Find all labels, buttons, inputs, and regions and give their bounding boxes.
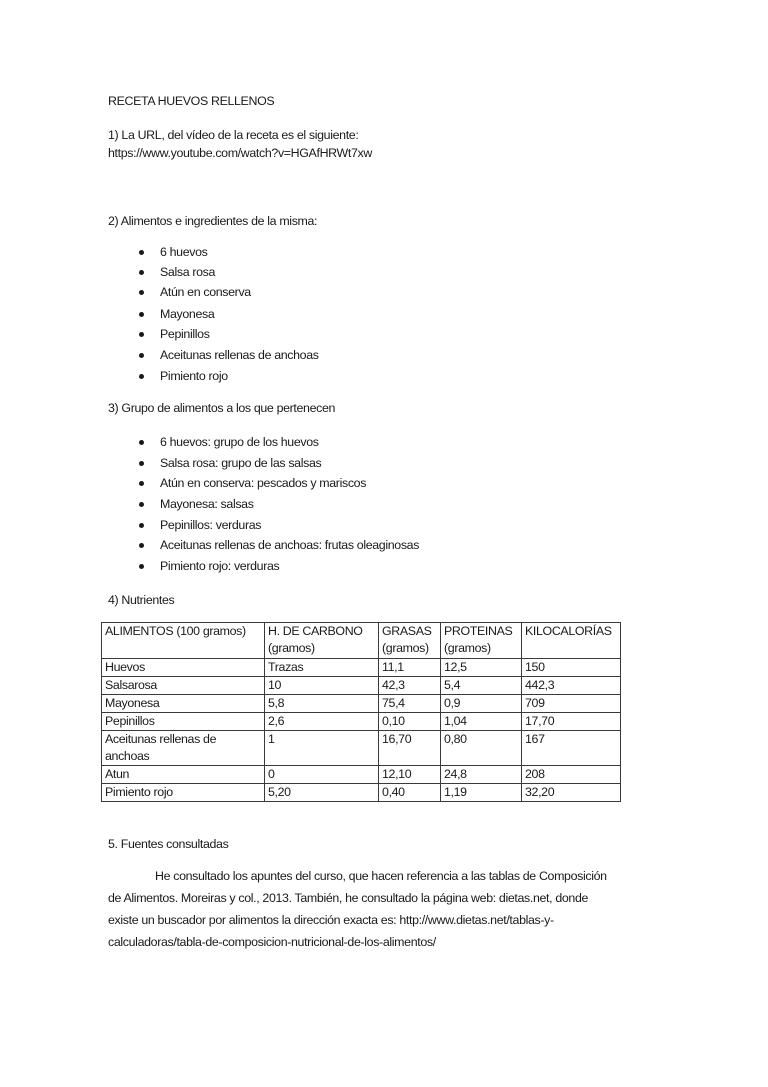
list-item: Pepinillos — [0, 326, 600, 346]
section3-heading: 3) Grupo de alimentos a los que pertenecen — [108, 401, 336, 415]
cell-proteinas: 5,4 — [441, 677, 522, 695]
list-item: Pimiento rojo: verduras — [0, 558, 600, 578]
cell-grasas: 11,1 — [379, 659, 441, 677]
cell-kilocalorias: 709 — [522, 695, 621, 713]
list-item: Aceitunas rellenas de anchoas: frutas oleaginosas — [0, 537, 600, 557]
table-row — [102, 731, 621, 766]
table-row — [102, 659, 621, 677]
document-title: RECETA HUEVOS RELLENOS — [108, 94, 275, 108]
section1-heading: 1) La URL, del vídeo de la receta es el siguiente: — [108, 128, 359, 142]
cell-proteinas: 0,9 — [441, 695, 522, 713]
cell-carbono: 2,6 — [265, 713, 379, 731]
cell-carbono: 10 — [265, 677, 379, 695]
bullet-icon — [139, 290, 144, 295]
cell-grasas: 12,10 — [379, 766, 441, 784]
sources-paragraph-line-3: existe un buscador por alimentos la dirección exacta es: http://www.dietas.net/tablas-y- — [108, 913, 554, 927]
cell-food: Pepinillos — [102, 713, 265, 731]
bullet-icon — [139, 543, 144, 548]
cell-kilocalorias: 442,3 — [522, 677, 621, 695]
cell-kilocalorias: 17,70 — [522, 713, 621, 731]
cell-food: Huevos — [102, 659, 265, 677]
sources-paragraph-line-4: calculadoras/tabla-de-composicion-nutricional-de-los-alimentos/ — [108, 935, 436, 949]
cell-kilocalorias: 150 — [522, 659, 621, 677]
cell-kilocalorias: 208 — [522, 766, 621, 784]
column-header-proteinas: PROTEINAS (gramos) — [441, 623, 522, 659]
sources-paragraph-line-2: de Alimentos. Moreiras y col., 2013. También, he consultado la página web: dietas.net, donde — [108, 891, 589, 905]
table-header-row — [102, 623, 621, 659]
bullet-icon — [139, 461, 144, 466]
column-header-kilocalorias: KILOCALORÍAS — [522, 623, 621, 659]
section2-heading: 2) Alimentos e ingredientes de la misma: — [108, 214, 318, 228]
cell-food: Pimiento rojo — [102, 784, 265, 802]
bullet-icon — [139, 374, 144, 379]
section4-heading: 4) Nutrientes — [108, 593, 175, 607]
cell-carbono: 5,8 — [265, 695, 379, 713]
list-item: Pimiento rojo — [0, 368, 600, 388]
section5-heading: 5. Fuentes consultadas — [108, 837, 229, 851]
column-header-grasas: GRASAS (gramos) — [379, 623, 441, 659]
nutrients-table — [101, 622, 621, 802]
cell-grasas: 75,4 — [379, 695, 441, 713]
bullet-icon — [139, 564, 144, 569]
list-item: Atún en conserva: pescados y mariscos — [0, 475, 600, 495]
list-item: Mayonesa: salsas — [0, 496, 600, 516]
cell-grasas: 0,40 — [379, 784, 441, 802]
list-item: Atún en conserva — [0, 284, 600, 304]
recipe-video-url[interactable]: https://www.youtube.com/watch?v=HGAfHRWt7xw — [108, 146, 372, 160]
bullet-icon — [139, 502, 144, 507]
cell-kilocalorias: 167 — [522, 731, 621, 766]
bullet-icon — [139, 440, 144, 445]
list-item: 6 huevos — [0, 244, 600, 264]
list-item: Mayonesa — [0, 306, 600, 326]
list-item: 6 huevos: grupo de los huevos — [0, 434, 600, 454]
list-item: Salsa rosa — [0, 264, 600, 284]
column-header-carbono: H. DE CARBONO (gramos) — [265, 623, 379, 659]
list-item: Salsa rosa: grupo de las salsas — [0, 455, 600, 475]
cell-proteinas: 12,5 — [441, 659, 522, 677]
cell-carbono: 1 — [265, 731, 379, 766]
cell-proteinas: 1,04 — [441, 713, 522, 731]
cell-carbono: Trazas — [265, 659, 379, 677]
cell-food: Salsarosa — [102, 677, 265, 695]
bullet-icon — [139, 312, 144, 317]
bullet-icon — [139, 250, 144, 255]
table-row — [102, 713, 621, 731]
table-row — [102, 766, 621, 784]
cell-proteinas: 0,80 — [441, 731, 522, 766]
bullet-icon — [139, 270, 144, 275]
table-row — [102, 695, 621, 713]
cell-grasas: 0,10 — [379, 713, 441, 731]
bullet-icon — [139, 481, 144, 486]
column-header-alimentos: ALIMENTOS (100 gramos) — [102, 623, 265, 659]
cell-kilocalorias: 32,20 — [522, 784, 621, 802]
cell-carbono: 0 — [265, 766, 379, 784]
sources-paragraph-line-1: He consultado los apuntes del curso, que hacen referencia a las tablas de Composición — [155, 869, 607, 883]
bullet-icon — [139, 523, 144, 528]
list-item: Pepinillos: verduras — [0, 517, 600, 537]
table-row — [102, 784, 621, 802]
cell-proteinas: 24,8 — [441, 766, 522, 784]
cell-food: Mayonesa — [102, 695, 265, 713]
list-item: Aceitunas rellenas de anchoas — [0, 347, 600, 367]
cell-grasas: 42,3 — [379, 677, 441, 695]
cell-food: Atun — [102, 766, 265, 784]
bullet-icon — [139, 353, 144, 358]
cell-food: Aceitunas rellenas de anchoas — [102, 731, 265, 766]
bullet-icon — [139, 332, 144, 337]
cell-proteinas: 1,19 — [441, 784, 522, 802]
cell-carbono: 5,20 — [265, 784, 379, 802]
table-row — [102, 677, 621, 695]
cell-grasas: 16,70 — [379, 731, 441, 766]
